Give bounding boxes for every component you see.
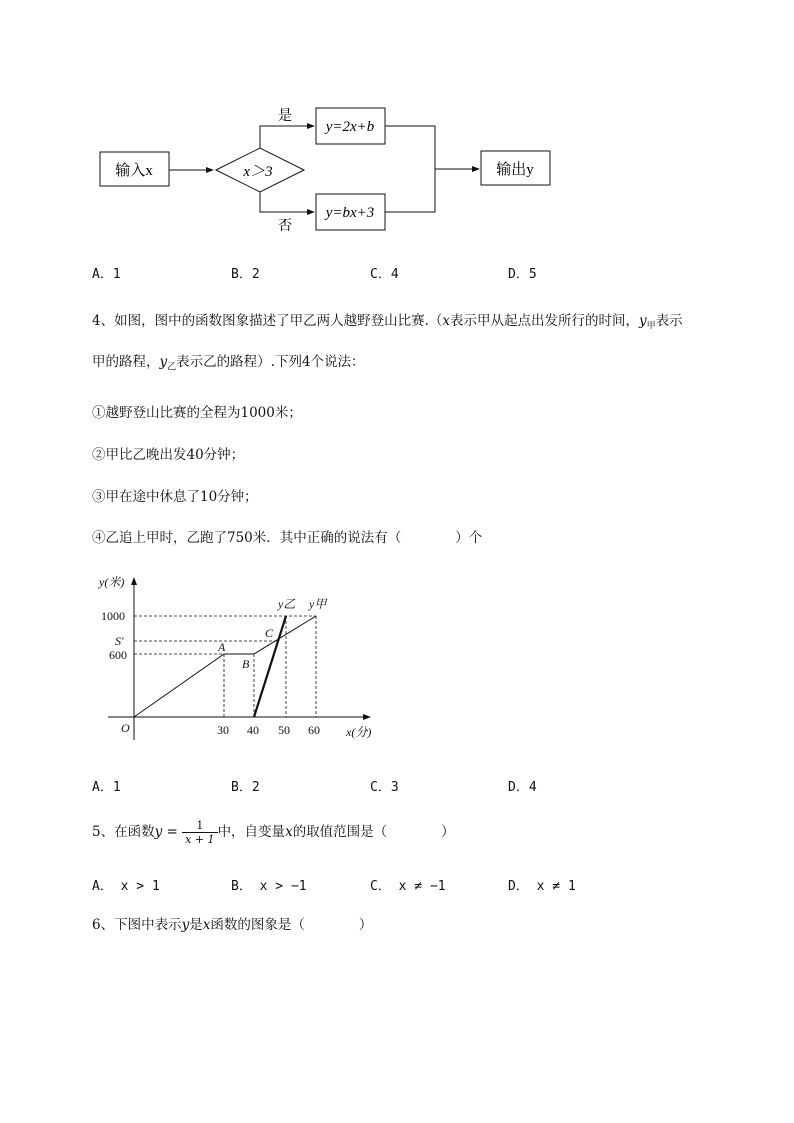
q3-option-d[interactable]: D．5 (508, 267, 537, 282)
no-label: 否 (278, 219, 292, 234)
q5-option-c[interactable]: C． x ≠ −1 (370, 879, 446, 894)
yes-branch-formula: y=2x+b (325, 119, 375, 135)
q4-statement-1: ①越野登山比赛的全程为1000米； (92, 405, 302, 421)
y-axis-arrow (131, 577, 137, 585)
origin-label: O (121, 721, 130, 735)
ytick-s: S′ (115, 634, 124, 648)
q5-option-a[interactable]: A． x > 1 (92, 879, 160, 894)
q5-option-b[interactable]: B． x > −1 (231, 879, 307, 894)
q4-option-b[interactable]: B．2 (231, 780, 260, 795)
distance-time-graph (0, 560, 794, 750)
q4-statement-2: ②甲比乙晚出发40分钟； (92, 447, 245, 463)
q4-line-2: 甲的路程，$y_乙$表示乙的路程）.下列4个说法： (92, 354, 365, 373)
q4-statement-3: ③甲在途中休息了10分钟； (92, 489, 258, 505)
ytick-1000: 1000 (101, 609, 125, 623)
q5-option-d[interactable]: D． x ≠ 1 (508, 879, 576, 894)
q5-fraction: $\frac{1}{x + 1}$ (182, 819, 217, 846)
q4-option-c[interactable]: C．3 (370, 780, 399, 795)
q6-question: 6、下图中表示y是x函数的图象是（ ） (92, 917, 373, 933)
xtick-40: 40 (247, 723, 259, 737)
arrow-head (472, 166, 480, 172)
q4-option-a[interactable]: A．1 (92, 780, 121, 795)
q3-option-a[interactable]: A．1 (92, 267, 121, 282)
q3-option-b[interactable]: B．2 (231, 267, 260, 282)
arrow-head (307, 209, 315, 215)
x-axis-label: x(分) (346, 725, 372, 739)
point-b-label: B (242, 657, 250, 671)
point-a-label: A (218, 640, 226, 654)
arrow-head (307, 123, 315, 129)
ytick-600: 600 (109, 648, 127, 662)
flowchart (0, 0, 794, 250)
no-branch-formula: y=bx+3 (325, 205, 375, 221)
jia-line-label: y甲 (309, 597, 327, 611)
arrow-head (206, 167, 214, 173)
q4-option-d[interactable]: D．4 (508, 780, 537, 795)
xtick-60: 60 (308, 723, 320, 737)
point-c-label: C (265, 626, 274, 640)
xtick-30: 30 (217, 723, 229, 737)
x-axis-arrow (363, 714, 371, 720)
output-label: 输出y (496, 162, 534, 178)
xtick-50: 50 (278, 723, 290, 737)
condition-label: x＞3 (243, 164, 273, 180)
line-jia (134, 616, 316, 717)
yes-label: 是 (278, 109, 292, 124)
y-axis-label: y(米) (99, 575, 125, 589)
q5-question: 5、在函数y = $\frac{1}{x + 1}$ 中，自变量x的取值范围是（ ） (92, 819, 455, 846)
q3-option-c[interactable]: C．4 (370, 267, 399, 282)
q4-line-1: 4、如图，图中的函数图象描述了甲乙两人越野登山比赛.（x表示甲从起点出发所行的时间，$y_甲$表示 (92, 313, 683, 332)
yi-line-label: y乙 (278, 597, 296, 611)
q4-statement-4: ④乙追上甲时，乙跑了750米．其中正确的说法有（ ）个 (92, 530, 483, 546)
input-label: 输入x (115, 163, 153, 179)
